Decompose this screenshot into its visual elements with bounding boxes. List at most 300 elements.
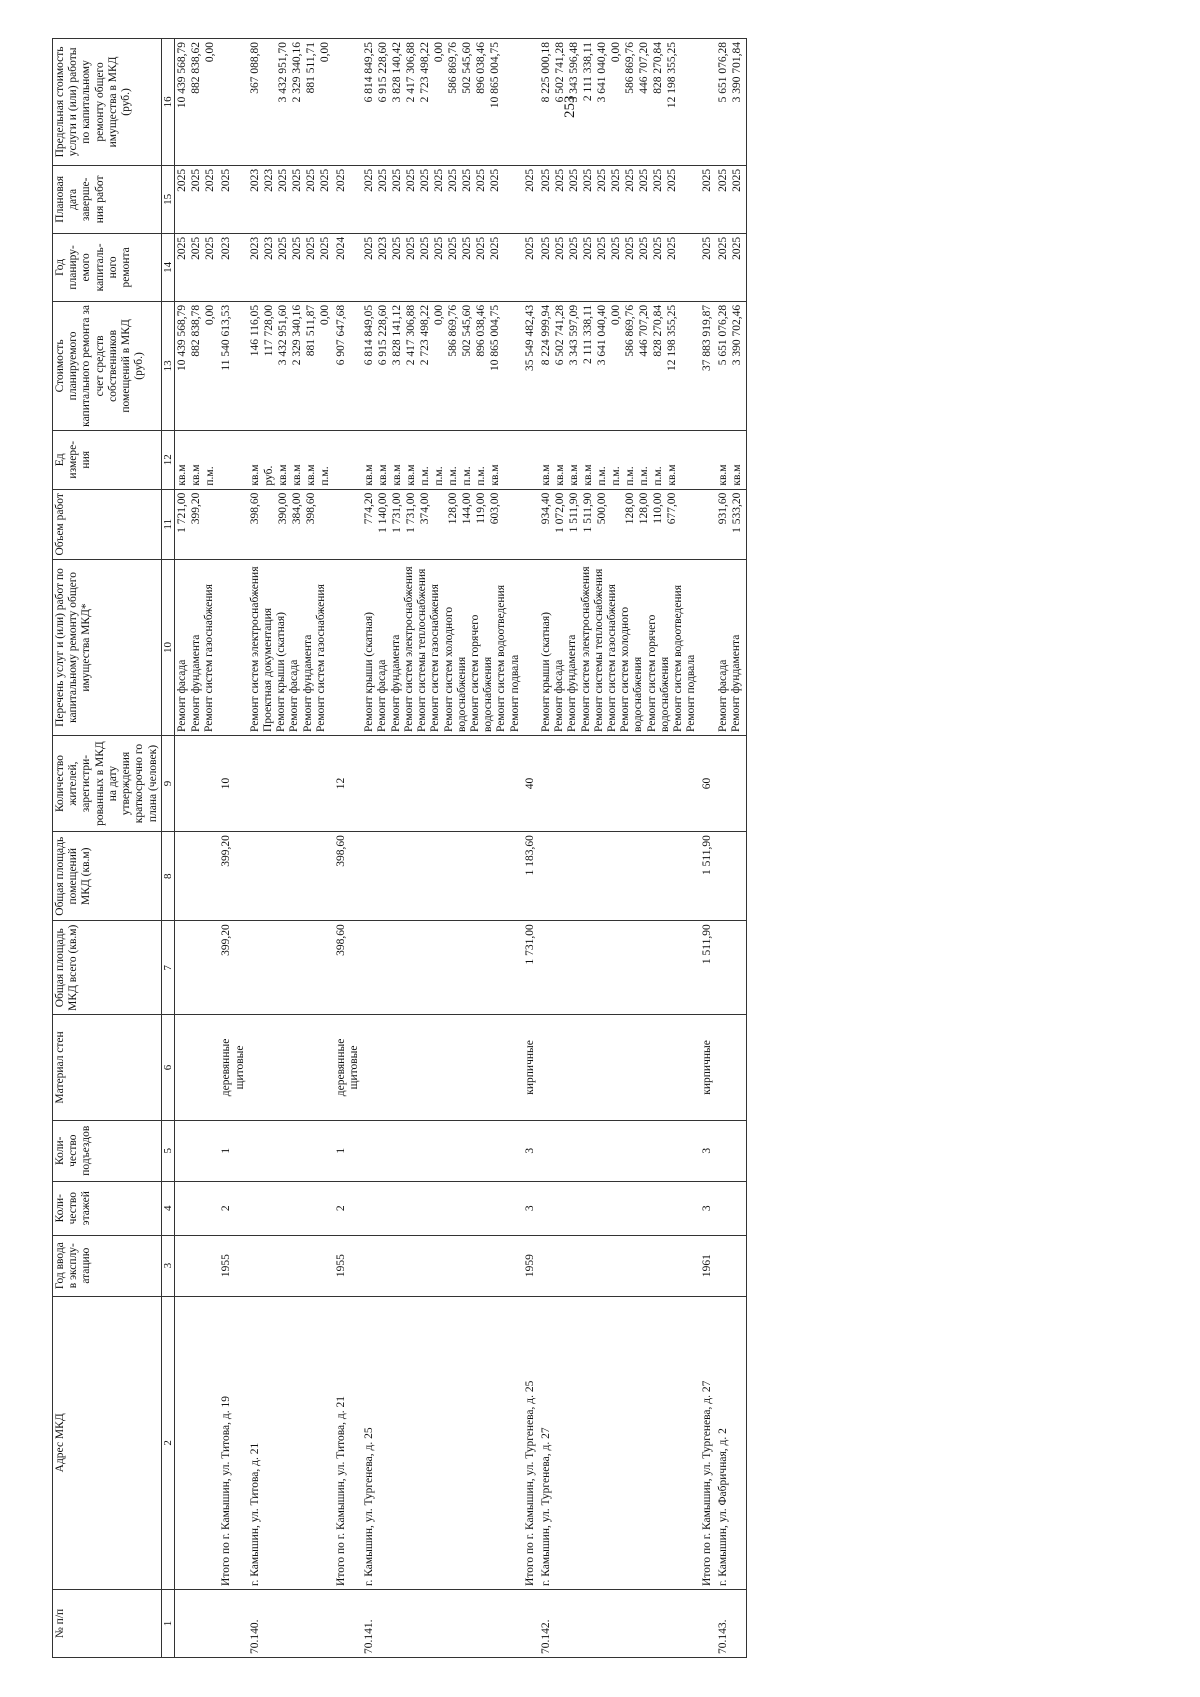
entrances [362, 1120, 523, 1181]
completion-date [334, 165, 362, 233]
work-volume-item [610, 493, 624, 556]
completion-date-item: 2025 [419, 168, 432, 192]
work-type-item: Ремонт систем водоотведения [672, 585, 685, 732]
floors [175, 1181, 220, 1235]
work-volume-item [433, 493, 447, 556]
cost-item: 3 343 597,09 [567, 304, 580, 366]
work-type [219, 559, 247, 735]
completion-date-item: 2025 [304, 168, 317, 192]
repair-year-item: 2025 [700, 236, 713, 260]
table-row [539, 39, 700, 1658]
work-type-item: Ремонт крыши (скатная) [275, 612, 288, 732]
completion-date-item: 2025 [730, 168, 743, 192]
cost-item: 828 270,84 [651, 304, 664, 357]
unit [362, 430, 523, 489]
work-type [539, 559, 700, 735]
work-volume-item: 1 731,00 [391, 492, 404, 533]
repair-year-item: 2025 [405, 236, 418, 260]
limit-cost [219, 39, 247, 166]
cost-item: 0,00 [609, 304, 622, 326]
repair-year-item: 2025 [716, 236, 729, 260]
cost-item: 117 728,00 [262, 304, 275, 357]
column-number: 14 [161, 233, 175, 301]
header-cell: Адрес МКД [53, 1296, 162, 1589]
column-number: 5 [161, 1120, 175, 1181]
completion-date-item: 2025 [391, 168, 404, 192]
column-number: 1 [161, 1589, 175, 1657]
work-type-item: Ремонт систем электроснабжения [402, 566, 415, 732]
repair-year-item: 2025 [318, 236, 331, 260]
year-built: 1955 [334, 1235, 362, 1296]
work-type-item: Ремонт системы теплоснабжения [416, 568, 429, 732]
limit-cost-item [220, 42, 234, 162]
completion-date-item: 2025 [475, 168, 488, 192]
repair-year-item: 2023 [220, 236, 233, 260]
work-type-item: Ремонт фасада [376, 659, 389, 732]
work-volume-item: 128,00 [637, 492, 650, 525]
address: г. Камышин, ул. Титова, д. 21 [248, 1296, 334, 1589]
residents: 60 [700, 735, 716, 831]
cost [248, 301, 334, 430]
unit-item: п.м. [318, 466, 331, 486]
work-volume-item: 119,00 [475, 492, 488, 524]
table-row [175, 39, 220, 1658]
header-cell: Ед измере-ния [53, 430, 162, 489]
premises-area: 1 511,90 [700, 832, 716, 921]
repair-year-item: 2025 [567, 236, 580, 260]
limit-cost-item: 2 723 498,22 [419, 42, 432, 103]
work-volume-item: 144,00 [461, 492, 474, 525]
repair-year-item: 2025 [651, 236, 664, 260]
table-row [248, 39, 334, 1658]
unit-item: кв.м [539, 464, 552, 486]
work-volume-item: 1 721,00 [176, 492, 189, 533]
completion-date [539, 165, 700, 233]
limit-cost-item: 0,00 [318, 42, 331, 63]
limit-cost-item: 882 838,62 [190, 42, 203, 94]
entrances: 3 [700, 1120, 716, 1181]
completion-date-item: 2025 [489, 168, 502, 192]
total-area: 398,60 [334, 921, 362, 1015]
completion-date-item: 2025 [447, 168, 460, 192]
cost-item: 146 116,05 [248, 304, 261, 357]
unit-item: кв.м [405, 464, 418, 486]
cost-item: 6 502 741,28 [553, 304, 566, 366]
work-volume-item: 399,20 [190, 492, 203, 525]
wall-material [539, 1015, 700, 1121]
wall-material: кирпичные [700, 1015, 716, 1121]
address: г. Камышин, ул. Фабричная, д. 2 [716, 1296, 747, 1589]
cost-item: 10 865 004,75 [489, 304, 502, 372]
work-type-item: Ремонт фасада [176, 659, 189, 732]
unit-item: кв.м [730, 464, 743, 486]
cost-item: 5 651 076,28 [716, 304, 729, 366]
cost-item: 0,00 [318, 304, 331, 326]
cost [700, 301, 716, 430]
completion-date-item: 2025 [363, 168, 376, 192]
address [175, 1296, 220, 1589]
unit-item: кв.м [581, 464, 594, 486]
limit-cost [539, 39, 700, 166]
cost-item: 6 814 849,05 [363, 304, 376, 366]
unit-item: кв.м [391, 464, 404, 486]
entrances: 3 [523, 1120, 539, 1181]
completion-date-item: 2025 [553, 168, 566, 192]
rotated-table-sheet [52, 38, 1132, 1658]
wall-material: деревянные щитовые [334, 1015, 362, 1121]
limit-cost [700, 39, 716, 166]
cost-item: 8 224 999,94 [539, 304, 552, 366]
completion-date-item: 2025 [700, 168, 713, 192]
year-built: 1961 [700, 1235, 716, 1296]
limit-cost-item: 3 828 140,42 [391, 42, 404, 103]
residents [362, 735, 523, 831]
cost-item: 3 828 141,12 [391, 304, 404, 366]
work-type [700, 559, 716, 735]
column-number: 3 [161, 1235, 175, 1296]
unit-item: п.м. [623, 466, 636, 486]
work-volume-item: 500,00 [595, 492, 608, 525]
work-type [175, 559, 220, 735]
limit-cost [523, 39, 539, 166]
work-type-item: Ремонт фундамента [389, 634, 402, 732]
completion-date-item: 2025 [665, 168, 678, 192]
repair-year-item: 2023 [377, 236, 390, 260]
work-type-item: Проектная документация [262, 607, 275, 732]
repair-year-item: 2025 [489, 236, 502, 260]
limit-cost-item: 10 865 004,75 [489, 42, 502, 109]
repair-year-item: 2025 [176, 236, 189, 260]
cost [362, 301, 523, 430]
limit-cost-item: 3 641 040,40 [595, 42, 608, 103]
entrances: 1 [219, 1120, 247, 1181]
work-volume-item: 1 731,00 [405, 492, 418, 533]
completion-date-item: 2025 [190, 168, 203, 192]
unit-item: п.м. [461, 466, 474, 486]
cost [539, 301, 700, 430]
unit-item: п.м. [447, 466, 460, 486]
header-cell: Предельная стоимость услуги и (или) работы по капитальному ремонту общего имущества в МКД (руб.) [53, 39, 162, 166]
year-built: 1959 [523, 1235, 539, 1296]
work-volume [539, 489, 700, 559]
work-volume [362, 489, 523, 559]
work-type-item: Ремонт систем электроснабжения [579, 566, 592, 732]
row-number: 70.140. [248, 1589, 334, 1657]
unit-item: п.м. [609, 466, 622, 486]
unit-item: кв.м [716, 464, 729, 486]
unit-item: п.м. [419, 466, 432, 486]
header-cell: Материал стен [53, 1015, 162, 1121]
repair-year-item: 2025 [447, 236, 460, 260]
total-area [362, 921, 523, 1015]
row-number: 70.142. [539, 1589, 700, 1657]
work-volume-item: 390,00 [276, 492, 289, 525]
work-type-item: Ремонт систем холодного водоснабжения [442, 606, 468, 732]
limit-cost-item: 0,00 [433, 42, 446, 63]
header-cell: Год планиру-емого капиталь-ного ремонта [53, 233, 162, 301]
address: Итого по г. Камышин, ул. Титова, д. 21 [334, 1296, 362, 1589]
limit-cost-item: 446 707,20 [637, 42, 650, 94]
cost [219, 301, 247, 430]
column-number: 11 [161, 489, 175, 559]
work-type [716, 559, 747, 735]
limit-cost-item [335, 42, 349, 162]
premises-area: 398,60 [334, 832, 362, 921]
unit-item: кв.м [276, 464, 289, 486]
header-cell: Плановая дата заверше-ния работ [53, 165, 162, 233]
work-type-item: Ремонт системы теплоснабжения [592, 568, 605, 732]
repair-year-item: 2025 [623, 236, 636, 260]
wall-material [175, 1015, 220, 1121]
unit-item: кв.м [190, 464, 203, 486]
repair-year-item: 2025 [391, 236, 404, 260]
column-number: 13 [161, 301, 175, 430]
total-area: 1 731,00 [523, 921, 539, 1015]
completion-date-item: 2023 [262, 168, 275, 192]
floors [248, 1181, 334, 1235]
cost-item: 0,00 [204, 304, 217, 326]
unit-item: кв.м [489, 464, 502, 486]
cost-item: 2 329 340,16 [290, 304, 303, 366]
year-built [248, 1235, 334, 1296]
cost-item: 586 869,76 [623, 304, 636, 357]
limit-cost-item: 586 869,76 [447, 42, 460, 94]
unit [700, 430, 716, 489]
repair-year-item: 2025 [461, 236, 474, 260]
work-volume-item: 398,60 [248, 492, 261, 525]
work-volume-item: 1 533,20 [730, 492, 743, 533]
total-row [219, 39, 247, 1658]
limit-cost [334, 39, 362, 166]
work-volume-item: 374,00 [419, 492, 432, 525]
work-volume [334, 489, 362, 559]
address: Итого по г. Камышин, ул. Титова, д. 19 [219, 1296, 247, 1589]
cost-item: 502 545,60 [461, 304, 474, 357]
unit-item: кв.м [567, 464, 580, 486]
premises-area [362, 832, 523, 921]
limit-cost-item: 0,00 [204, 42, 217, 63]
cost-item: 586 869,76 [447, 304, 460, 357]
total-area: 399,20 [219, 921, 247, 1015]
wall-material [248, 1015, 334, 1121]
work-type [362, 559, 523, 735]
column-number: 7 [161, 921, 175, 1015]
repair-year-item: 2025 [730, 236, 743, 260]
work-type-item: Ремонт фундамента [729, 634, 742, 732]
repair-year-item: 2025 [304, 236, 317, 260]
limit-cost-item: 6 915 228,60 [377, 42, 390, 103]
wall-material [716, 1015, 747, 1121]
completion-date [716, 165, 747, 233]
year-built [362, 1235, 523, 1296]
row-number [334, 1589, 362, 1657]
completion-date [219, 165, 247, 233]
address: Итого по г. Камышин, ул. Тургенева, д. 25 [523, 1296, 539, 1589]
header-cell: Перечень услуг и (или) работ по капитальному ремонту общего имущества МКД* [53, 559, 162, 735]
premises-area [716, 832, 747, 921]
repair-year-item: 2025 [637, 236, 650, 260]
work-volume [219, 489, 247, 559]
work-volume [248, 489, 334, 559]
work-type-item: Ремонт фундамента [189, 634, 202, 732]
repair-year-item: 2025 [190, 236, 203, 260]
cost-item: 2 417 306,88 [405, 304, 418, 366]
repair-year [219, 233, 247, 301]
cost [175, 301, 220, 430]
entrances [175, 1120, 220, 1181]
floors [539, 1181, 700, 1235]
repair-year-item: 2025 [419, 236, 432, 260]
work-volume-item: 934,40 [539, 492, 552, 525]
wall-material [362, 1015, 523, 1121]
capital-repair-table [52, 38, 747, 1658]
repair-year [716, 233, 747, 301]
unit-item: п.м. [595, 466, 608, 486]
completion-date-item: 2025 [405, 168, 418, 192]
cost-item: 2 111 338,11 [581, 304, 594, 364]
entrances: 1 [334, 1120, 362, 1181]
work-type-item: Ремонт систем газоснабжения [429, 584, 442, 732]
header-cell: Коли-чество подъездов [53, 1120, 162, 1181]
cost-item: 3 390 702,46 [730, 304, 743, 366]
unit-item: п.м. [475, 466, 488, 486]
limit-cost [716, 39, 747, 166]
total-row [523, 39, 539, 1658]
completion-date-item: 2025 [523, 168, 536, 192]
cost-item: 3 641 040,40 [595, 304, 608, 366]
completion-date-item: 2023 [248, 168, 261, 192]
header-cell: Общая площадь помещений МКД (кв.м) [53, 832, 162, 921]
work-type-item: Ремонт фасада [553, 659, 566, 732]
work-volume [175, 489, 220, 559]
cost-item: 10 439 568,79 [176, 304, 189, 372]
repair-year [523, 233, 539, 301]
limit-cost [175, 39, 220, 166]
cost-item: 3 432 951,60 [276, 304, 289, 366]
work-volume-item: 384,00 [290, 492, 303, 525]
work-type-item: Ремонт систем холодного водоснабжения [619, 606, 645, 732]
repair-year [700, 233, 716, 301]
column-number: 16 [161, 39, 175, 166]
cost-item: 896 038,46 [475, 304, 488, 357]
unit-item: кв.м [377, 464, 390, 486]
unit [175, 430, 220, 489]
unit [716, 430, 747, 489]
limit-cost-item: 828 270,84 [651, 42, 664, 94]
limit-cost [248, 39, 334, 166]
unit [248, 430, 334, 489]
cost [716, 301, 747, 430]
repair-year-item: 2023 [248, 236, 261, 260]
repair-year-item: 2025 [523, 236, 536, 260]
cost-item: 35 549 482,43 [523, 304, 536, 372]
completion-date-item: 2025 [318, 168, 331, 192]
work-type [334, 559, 362, 735]
header-cell: Коли-чество этажей [53, 1181, 162, 1235]
cost [334, 301, 362, 430]
completion-date-item: 2025 [651, 168, 664, 192]
repair-year [362, 233, 523, 301]
limit-cost-item: 3 432 951,70 [276, 42, 289, 103]
repair-year-item: 2024 [334, 236, 347, 260]
total-area: 1 511,90 [700, 921, 716, 1015]
work-volume-item: 1 511,90 [567, 492, 580, 533]
completion-date-item: 2025 [220, 168, 233, 192]
unit-item: кв.м [248, 464, 261, 486]
wall-material: кирпичные [523, 1015, 539, 1121]
limit-cost-item: 6 814 849,25 [363, 42, 376, 103]
work-volume-item: 774,20 [363, 492, 376, 525]
cost-item: 11 540 613,53 [220, 304, 233, 371]
limit-cost-item: 881 511,71 [304, 42, 317, 94]
repair-year-item: 2025 [581, 236, 594, 260]
address: г. Камышин, ул. Тургенева, д. 25 [362, 1296, 523, 1589]
repair-year-item: 2025 [539, 236, 552, 260]
work-type-item: Ремонт подвала [508, 654, 521, 732]
completion-date-item: 2025 [276, 168, 289, 192]
work-volume-item [204, 493, 218, 556]
residents: 10 [219, 735, 247, 831]
row-number [523, 1589, 539, 1657]
limit-cost-item: 2 111 338,11 [581, 42, 594, 102]
limit-cost-item: 367 088,80 [248, 42, 261, 94]
repair-year-item: 2025 [204, 236, 217, 260]
work-volume-item: 110,00 [651, 492, 664, 524]
column-number: 8 [161, 832, 175, 921]
unit-item: кв.м [290, 464, 303, 486]
total-area [539, 921, 700, 1015]
work-volume-item: 1 072,00 [553, 492, 566, 533]
completion-date-item: 2025 [623, 168, 636, 192]
work-volume [700, 489, 716, 559]
row-number: 70.143. [716, 1589, 747, 1657]
work-type-item: Ремонт фасада [288, 659, 301, 732]
completion-date-item: 2025 [581, 168, 594, 192]
repair-year [539, 233, 700, 301]
completion-date-item: 2025 [609, 168, 622, 192]
work-type [523, 559, 539, 735]
completion-date-item: 2025 [377, 168, 390, 192]
limit-cost-item: 6 502 741,28 [553, 42, 566, 103]
page-number: 253 [562, 95, 578, 118]
work-type-item: Ремонт подвала [685, 654, 698, 732]
completion-date [362, 165, 523, 233]
year-built [716, 1235, 747, 1296]
header-cell: Стоимость планируемого капитального ремонта за счет средств собственников помещений в МКД (руб.) [53, 301, 162, 430]
work-type-item: Ремонт фундамента [566, 634, 579, 732]
work-type-item: Ремонт систем газоснабжения [605, 584, 618, 732]
unit-item: кв.м [553, 464, 566, 486]
row-number [700, 1589, 716, 1657]
table-row [716, 39, 747, 1658]
unit-item: п.м. [204, 466, 217, 486]
completion-date [700, 165, 716, 233]
unit-item: п.м. [637, 466, 650, 486]
work-volume-item: 1 140,00 [377, 492, 390, 533]
cost-item: 37 883 919,87 [700, 304, 713, 372]
work-volume-item: 128,00 [447, 492, 460, 525]
limit-cost-item: 12 198 355,25 [665, 42, 678, 109]
unit [219, 430, 247, 489]
work-type-item: Ремонт систем водоотведения [495, 585, 508, 732]
work-type-item: Ремонт крыши (скатная) [539, 612, 552, 732]
work-volume-item [319, 493, 333, 556]
table-body [175, 39, 746, 1658]
entrances [716, 1120, 747, 1181]
repair-year-item: 2025 [276, 236, 289, 260]
work-type-item: Ремонт фасада [716, 659, 729, 732]
work-type-item: Ремонт систем горячего водоснабжения [469, 614, 495, 732]
